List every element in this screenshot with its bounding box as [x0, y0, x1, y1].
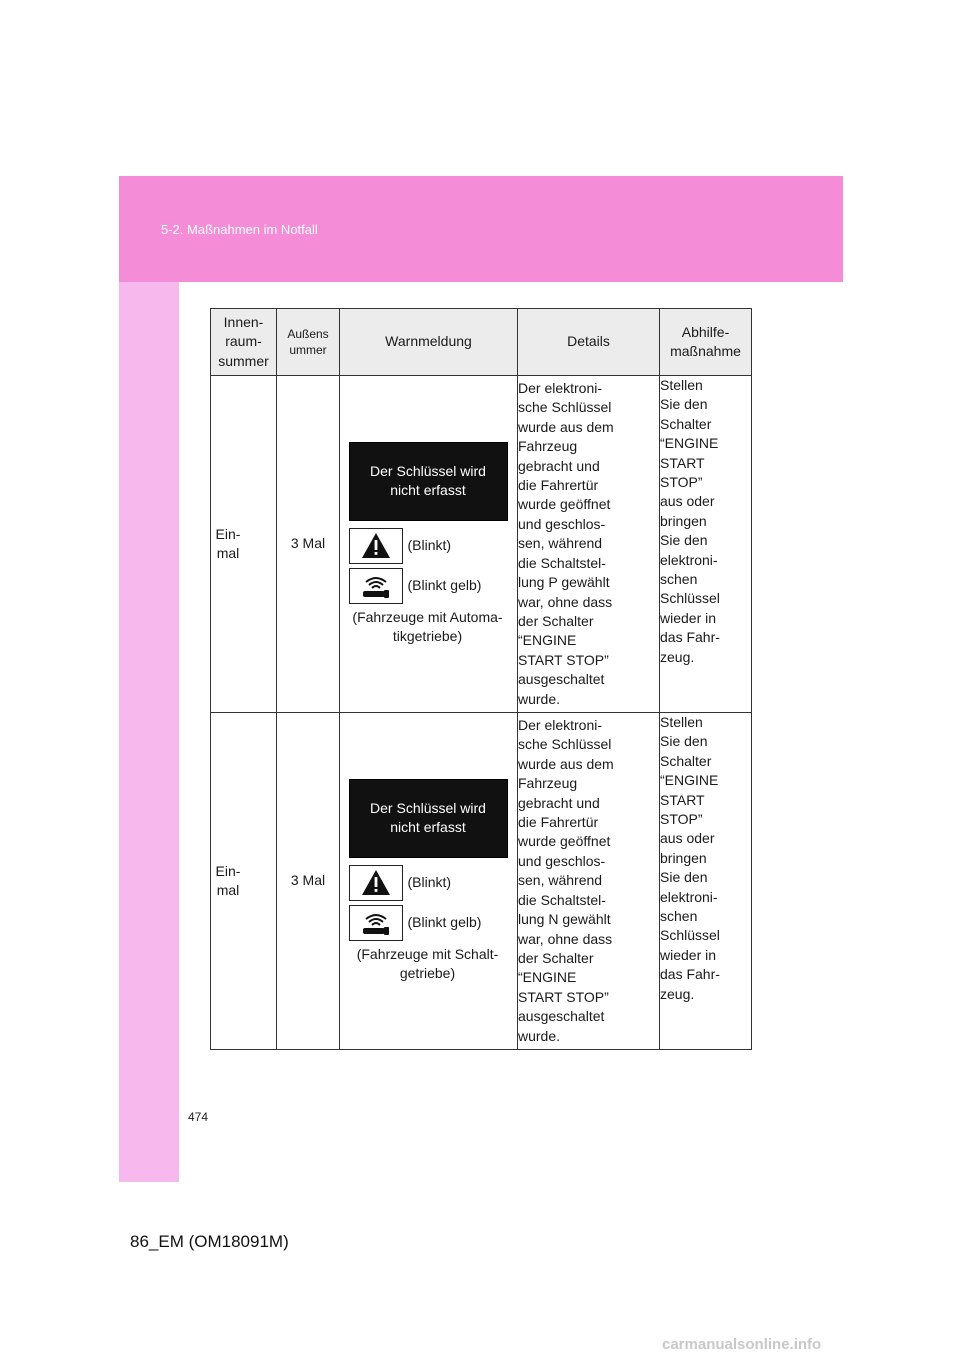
header-line: summer: [218, 352, 269, 369]
remedy-line: Sie den: [660, 869, 708, 886]
smart-key-indicator-icon: [349, 568, 403, 604]
smart-key-indicator-icon: [349, 905, 403, 941]
details-line: lung N gewählt: [518, 911, 611, 928]
remedy-line: elektroni-: [660, 888, 718, 905]
details-line: wurde geöffnet: [518, 496, 611, 513]
icon-row: [349, 865, 509, 901]
details-line: der Schalter: [518, 949, 594, 966]
side-strip: [119, 176, 179, 1182]
details-line: Der elektroni-: [518, 380, 603, 397]
remedy-line: wieder in: [660, 946, 717, 963]
remedy-line: zeug.: [660, 985, 695, 1002]
remedy-line: START: [660, 454, 705, 471]
details-line: sen, während: [518, 535, 603, 552]
display-line: Der Schlüssel wird: [370, 463, 486, 480]
remedy-line: Stellen: [660, 714, 703, 730]
details-line: wurde aus dem: [518, 418, 614, 435]
footer-code: 86_EM (OM18091M): [130, 1232, 289, 1251]
details-line: die Schaltstel-: [518, 891, 606, 908]
note-line: (Fahrzeuge mit Schalt-: [356, 945, 499, 962]
details-line: sen, während: [518, 872, 603, 889]
header-interior-buzzer: [211, 309, 277, 376]
count-line: Ein-: [215, 862, 241, 879]
count-line: mal: [216, 545, 240, 561]
details-line: ausgeschaltet: [518, 671, 605, 688]
header-exterior-buzzer: [277, 309, 340, 376]
note-line: tikgetriebe): [392, 628, 463, 644]
details-line: die Fahrertür: [518, 477, 599, 494]
header-line: Innen-: [223, 313, 264, 330]
details-line: die Schaltstel-: [518, 554, 606, 571]
remedy-line: elektroni-: [660, 551, 718, 568]
interior-count-cell: [211, 713, 277, 1050]
count-line: mal: [216, 882, 240, 898]
remedy-line: Schlüssel: [660, 927, 720, 944]
display-line: Der Schlüssel wird: [370, 800, 486, 817]
details-line: wurde aus dem: [518, 755, 614, 772]
table-row: [211, 376, 752, 713]
warning-triangle-icon: [349, 528, 403, 564]
remedy-cell: [660, 376, 752, 713]
section-title: 5-2. Maßnahmen im Notfall: [161, 222, 318, 237]
icon-label: (Blinkt): [407, 873, 452, 890]
exterior-count-cell: 3 Mal: [277, 713, 340, 1050]
details-line: “ENGINE: [518, 969, 577, 986]
details-line: Der elektroni-: [518, 717, 603, 734]
details-line: START STOP”: [518, 651, 609, 668]
details-line: sche Schlüssel: [518, 736, 612, 753]
note-line: (Fahrzeuge mit Automa-: [352, 608, 503, 625]
details-line: wurde.: [518, 1027, 561, 1044]
details-line: “ENGINE: [518, 632, 577, 649]
display-message: [349, 442, 508, 521]
remedy-line: STOP”: [660, 811, 703, 828]
details-line: wurde.: [518, 690, 561, 707]
remedy-line: aus oder: [660, 830, 715, 847]
details-cell: [518, 376, 660, 713]
table-row: [211, 713, 752, 1050]
icon-row: [349, 528, 509, 564]
details-line: ausgeschaltet: [518, 1008, 605, 1025]
warning-table: [210, 308, 752, 1050]
remedy-line: das Fahr-: [660, 966, 720, 983]
header-line: raum-: [225, 333, 262, 350]
message-cell: [340, 713, 518, 1050]
table-header-row: [211, 309, 752, 376]
header-remedy: [660, 309, 752, 376]
remedy-line: “ENGINE: [660, 435, 719, 452]
header-line: Abhilfe-: [681, 323, 730, 340]
remedy-line: “ENGINE: [660, 772, 719, 789]
details-line: und geschlos-: [518, 515, 606, 532]
details-line: sche Schlüssel: [518, 399, 612, 416]
display-message: [349, 779, 508, 858]
remedy-line: Stellen: [660, 377, 703, 393]
remedy-line: das Fahr-: [660, 629, 720, 646]
details-line: lung P gewählt: [518, 574, 610, 591]
warning-triangle-icon: [349, 865, 403, 901]
details-line: gebracht und: [518, 794, 600, 811]
watermark: carmanualsonline.info: [662, 1336, 822, 1353]
icon-label: (Blinkt gelb): [407, 913, 482, 930]
message-cell: [340, 376, 518, 713]
details-line: Fahrzeug: [518, 775, 578, 792]
display-line: nicht erfasst: [390, 482, 466, 499]
page-number: 474: [188, 1110, 209, 1124]
details-cell: [518, 713, 660, 1050]
remedy-line: schen: [660, 908, 698, 925]
icon-row: [349, 905, 509, 941]
remedy-cell: [660, 713, 752, 1050]
remedy-line: Schalter: [660, 415, 712, 432]
remedy-line: schen: [660, 571, 698, 588]
header-line: ummer: [289, 343, 327, 357]
exterior-count-cell: 3 Mal: [277, 376, 340, 713]
icon-row: [349, 568, 509, 604]
interior-count-cell: [211, 376, 277, 713]
details-line: war, ohne dass: [518, 593, 613, 610]
transmission-note: [343, 945, 513, 984]
remedy-line: Sie den: [660, 396, 708, 413]
remedy-line: aus oder: [660, 493, 715, 510]
note-line: getriebe): [399, 965, 456, 981]
transmission-note: [343, 608, 513, 647]
details-line: die Fahrertür: [518, 814, 599, 831]
remedy-line: bringen: [660, 849, 707, 866]
details-line: und geschlos-: [518, 852, 606, 869]
icon-label: (Blinkt gelb): [407, 576, 482, 593]
remedy-line: wieder in: [660, 609, 717, 626]
header-line: Außens: [287, 327, 329, 341]
remedy-line: Schlüssel: [660, 590, 720, 607]
details-line: START STOP”: [518, 988, 609, 1005]
header-message: Warnmeldung: [340, 309, 518, 376]
remedy-line: bringen: [660, 512, 707, 529]
details-line: Fahrzeug: [518, 438, 578, 455]
display-line: nicht erfasst: [390, 819, 466, 836]
header-line: maßnahme: [670, 343, 741, 359]
details-line: wurde geöffnet: [518, 833, 611, 850]
details-line: der Schalter: [518, 612, 594, 629]
remedy-line: Schalter: [660, 752, 712, 769]
remedy-line: START: [660, 791, 705, 808]
details-line: gebracht und: [518, 457, 600, 474]
header-details: Details: [518, 309, 660, 376]
remedy-line: Sie den: [660, 532, 708, 549]
remedy-line: Sie den: [660, 733, 708, 750]
icon-label: (Blinkt): [407, 536, 452, 553]
remedy-line: STOP”: [660, 474, 703, 491]
count-line: Ein-: [215, 525, 241, 542]
remedy-line: zeug.: [660, 648, 695, 665]
details-line: war, ohne dass: [518, 930, 613, 947]
